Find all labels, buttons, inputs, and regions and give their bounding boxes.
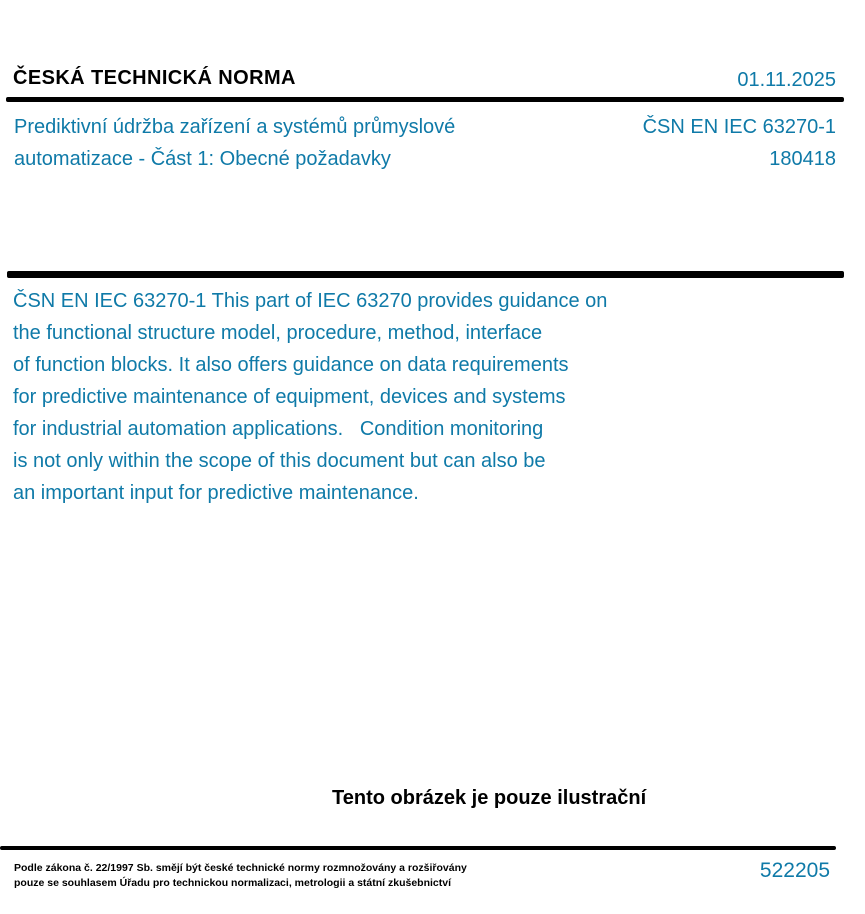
abstract-line: for predictive maintenance of equipment, devices and systems <box>13 386 566 408</box>
page-title: ČESKÁ TECHNICKÁ NORMA <box>13 67 296 89</box>
abstract-line: of function blocks. It also offers guidance on data requirements <box>13 354 569 376</box>
issue-date: 01.11.2025 <box>737 69 836 91</box>
abstract-divider <box>7 271 844 278</box>
legal-notice-line1: Podle zákona č. 22/1997 Sb. smějí být české technické normy rozmnožovány a rozšiřovány <box>14 862 467 874</box>
abstract-line: for industrial automation applications. Condition monitoring <box>13 418 544 440</box>
standard-class-number: 180418 <box>769 148 836 170</box>
standard-code: ČSN EN IEC 63270-1 <box>642 116 836 138</box>
standard-title-line1: Prediktivní údržba zařízení a systémů průmyslové <box>14 116 456 138</box>
standard-identifiers <box>643 111 836 175</box>
abstract-paragraph <box>13 285 607 509</box>
illustration-note: Tento obrázek je pouze ilustrační <box>332 787 647 809</box>
abstract-line: the functional structure model, procedure, method, interface <box>13 322 543 344</box>
abstract-line: an important input for predictive maintenance. <box>13 482 419 504</box>
legal-notice <box>14 861 467 891</box>
standard-title-line2: automatizace - Část 1: Obecné požadavky <box>14 148 391 170</box>
standard-title <box>14 111 455 175</box>
abstract-line: is not only within the scope of this document but can also be <box>13 450 546 472</box>
header-divider <box>6 97 844 102</box>
order-number: 522205 <box>759 859 830 882</box>
footer-divider <box>0 846 836 850</box>
legal-notice-line2: pouze se souhlasem Úřadu pro technickou normalizaci, metrologii a státní zkušebnictví <box>14 877 452 889</box>
abstract-line: ČSN EN IEC 63270-1 This part of IEC 63270 provides guidance on <box>13 290 608 312</box>
